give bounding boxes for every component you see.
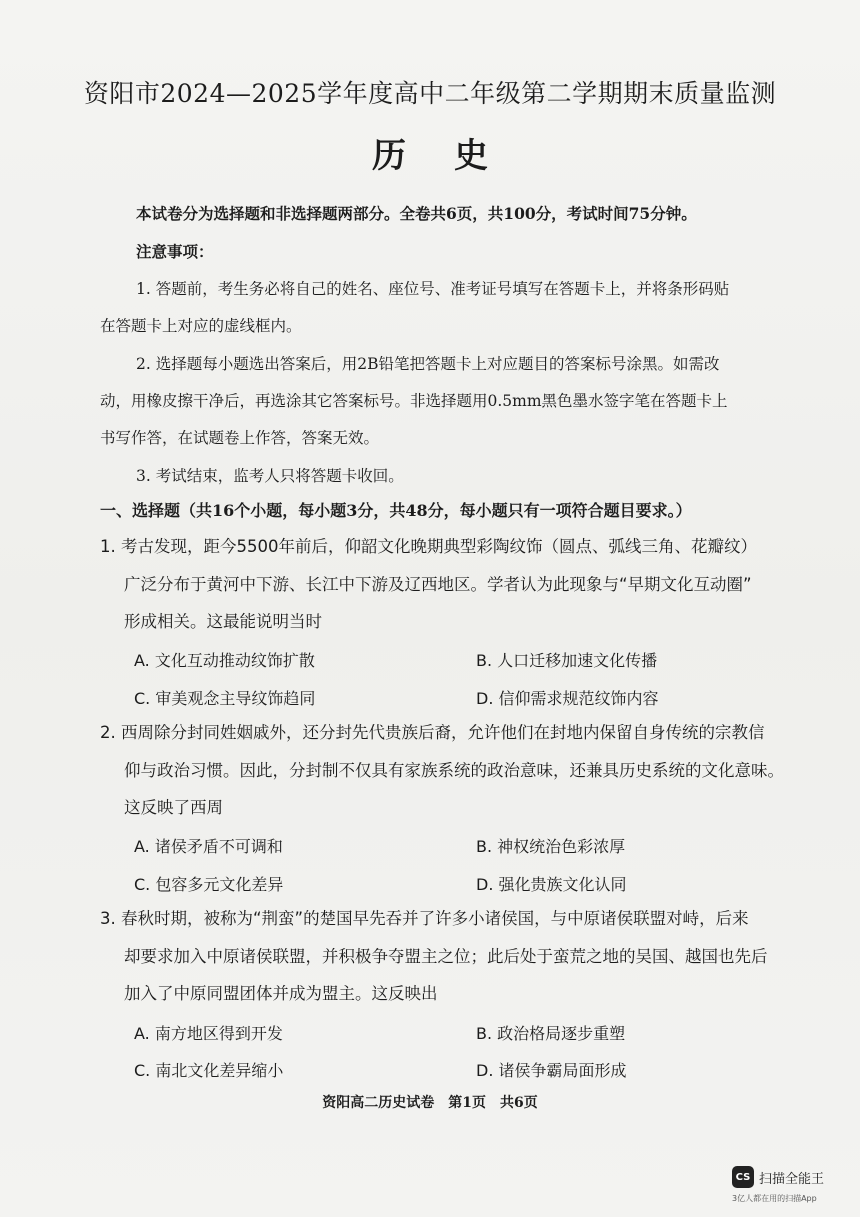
scanner-watermark [732, 1166, 842, 1206]
question-2-option-b: B. 神权统治色彩浓厚 [476, 837, 626, 856]
notice-heading: 注意事项： [136, 242, 214, 261]
section-1-heading: 一、选择题（共16个小题，每小题3分，共48分，每小题只有一项符合题目要求。） [100, 501, 692, 520]
question-3-line-2: 却要求加入中原诸侯联盟，并积极争夺盟主之位；此后处于蛮荒之地的吴国、越国也先后 [124, 947, 768, 966]
question-1-option-d: D. 信仰需求规范纹饰内容 [476, 689, 659, 708]
question-3-line-3: 加入了中原同盟团体并成为盟主。这反映出 [124, 984, 438, 1003]
scanner-app-name: 扫描全能王 [759, 1172, 825, 1187]
question-1-line-3: 形成相关。这最能说明当时 [124, 612, 322, 631]
question-1-option-c: C. 审美观念主导纹饰趋同 [134, 689, 316, 708]
camscanner-logo-icon: CS [732, 1166, 754, 1188]
question-2-line-3: 这反映了西周 [124, 798, 223, 817]
question-1-option-b: B. 人口迁移加速文化传播 [476, 651, 658, 670]
notice-item-2-line-2: 动，用橡皮擦干净后，再选涂其它答案标号。非选择题用0.5mm黑色墨水签字笔在答题卡上 [100, 392, 728, 410]
question-3-option-a: A. 南方地区得到开发 [134, 1024, 283, 1043]
question-3-option-c: C. 南北文化差异缩小 [134, 1061, 284, 1080]
scanner-app-tagline: 3亿人都在用的扫描App [732, 1194, 817, 1203]
question-3-option-d: D. 诸侯争霸局面形成 [476, 1061, 627, 1080]
notice-item-3: 3. 考试结束，监考人只将答题卡收回。 [136, 467, 404, 485]
page-footer: 资阳高二历史试卷 第1页 共6页 [322, 1095, 538, 1111]
intro-text: 本试卷分为选择题和非选择题两部分。全卷共6页，共100分，考试时间75分钟。 [136, 204, 697, 223]
question-1-line-2: 广泛分布于黄河中下游、长江中下游及辽西地区。学者认为此现象与“早期文化互动圈” [124, 575, 752, 594]
question-1-option-a: A. 文化互动推动纹饰扩散 [134, 651, 315, 670]
notice-item-2-line-3: 书写作答，在试题卷上作答，答案无效。 [100, 429, 380, 447]
subject-title: 历史 [372, 136, 536, 176]
exam-title: 资阳市2024—2025学年度高中二年级第二学期期末质量监测 [83, 79, 777, 108]
question-2-option-d: D. 强化贵族文化认同 [476, 875, 627, 894]
question-3-line-1: 3. 春秋时期，被称为“荆蛮”的楚国早先吞并了许多小诸侯国，与中原诸侯联盟对峙，后来 [100, 909, 749, 928]
question-2-option-a: A. 诸侯矛盾不可调和 [134, 837, 283, 856]
question-1-line-1: 1. 考古发现，距今5500年前后，仰韶文化晚期典型彩陶纹饰（圆点、弧线三角、花瓣纹） [100, 537, 757, 556]
question-2-line-1: 2. 西周除分封同姓姻戚外，还分封先代贵族后裔，允许他们在封地内保留自身传统的宗教信 [100, 723, 765, 742]
question-2-line-2: 仰与政治习惯。因此，分封制不仅具有家族系统的政治意味，还兼具历史系统的文化意味。 [124, 761, 784, 780]
notice-item-2-line-1: 2. 选择题每小题选出答案后，用2B铅笔把答题卡上对应题目的答案标号涂黑。如需改 [136, 355, 720, 373]
notice-item-1-line-1: 1. 答题前，考生务必将自己的姓名、座位号、准考证号填写在答题卡上，并将条形码贴 [136, 280, 730, 298]
notice-item-1-line-2: 在答题卡上对应的虚线框内。 [100, 317, 302, 335]
question-3-option-b: B. 政治格局逐步重塑 [476, 1024, 626, 1043]
question-2-option-c: C. 包容多元文化差异 [134, 875, 284, 894]
